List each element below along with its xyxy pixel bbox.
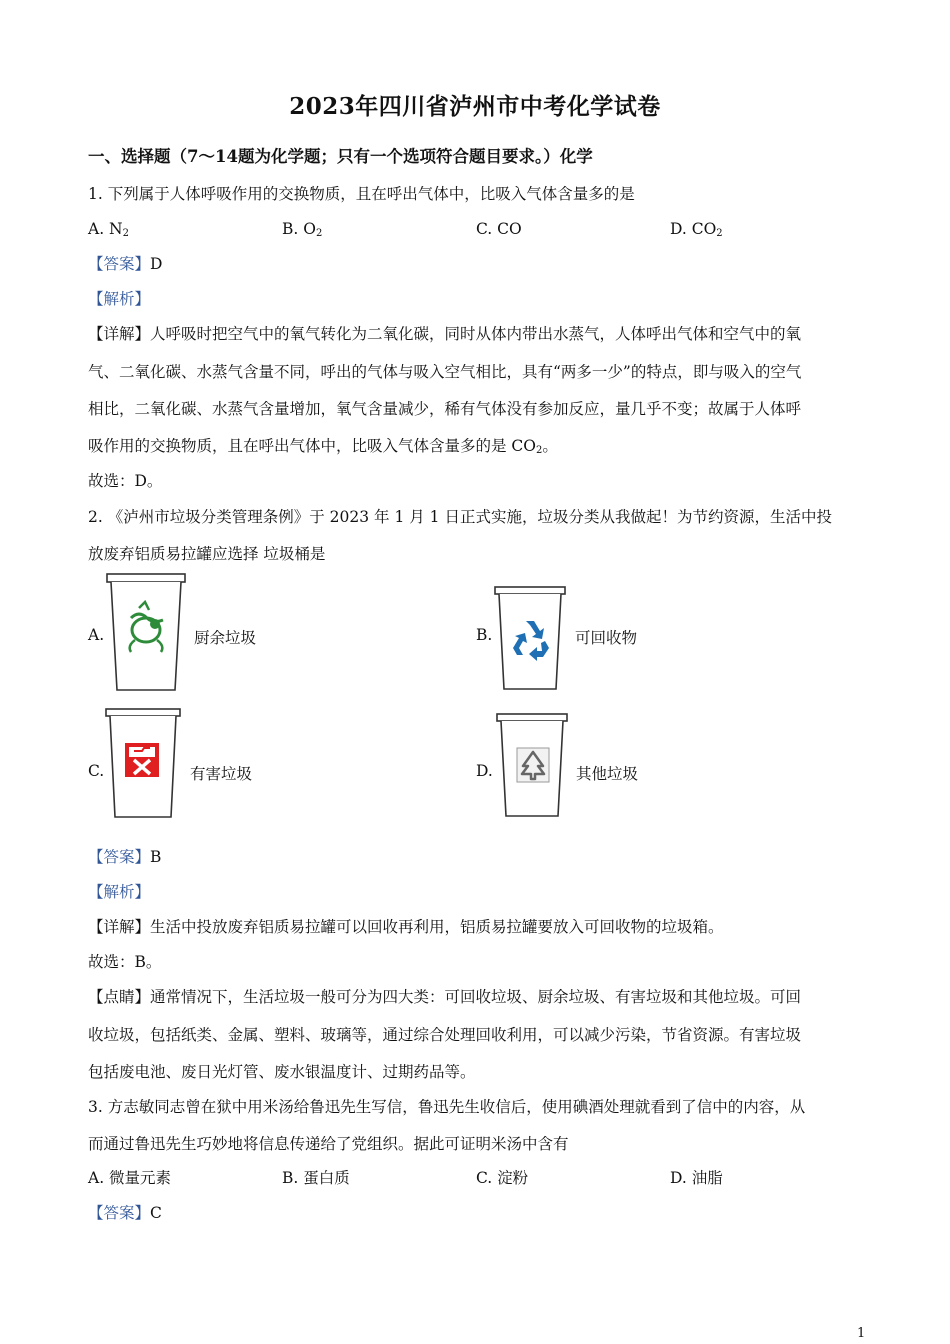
- bin-a-label: 厨余垃圾: [194, 629, 257, 647]
- q3-option-c: C. 淀粉: [476, 1169, 529, 1187]
- bin-b-letter: B.: [476, 626, 493, 644]
- q3-option-b: B. 蛋白质: [282, 1169, 350, 1187]
- q1-detail-line-3: 相比，二氧化碳、水蒸气含量增加，氧气含量减少，稀有气体没有参加反应，量几乎不变；故属于人体呼: [88, 400, 802, 418]
- bin-a-letter: A.: [88, 626, 105, 644]
- q1-detail-line-1: 【详解】人呼吸时把空气中的氧气转化为二氧化碳，同时从体内带出水蒸气，人体呼出气体和空气中的氧: [88, 325, 802, 343]
- bin-c-letter: C.: [88, 762, 105, 780]
- q1-option-a: A. $N_2$: [88, 220, 129, 239]
- q1-detail-line-4: 吸作用的交换物质，且在呼出气体中，比吸入气体含量多的是 $CO_2$。: [88, 437, 558, 456]
- page-title: 2023年四川省泸州市中考化学试卷: [289, 93, 661, 120]
- q1-analysis-tag: 【解析】: [88, 290, 151, 308]
- q1-option-d: D. $CO_2$: [670, 220, 723, 239]
- bin-a: [105, 572, 187, 694]
- bin-c-label: 有害垃圾: [190, 765, 253, 783]
- q2-detail: 【详解】生活中投放废弃铝质易拉罐可以回收再利用，铝质易拉罐要放入可回收物的垃圾箱。: [88, 918, 724, 936]
- q1-option-c: C. CO: [476, 220, 522, 238]
- q1-option-b: B. $O_2$: [282, 220, 323, 239]
- bin-d: [495, 712, 569, 820]
- bin-c: [104, 707, 182, 821]
- bin-d-letter: D.: [476, 762, 493, 780]
- bin-d-label: 其他垃圾: [576, 765, 639, 783]
- page-number: 1: [857, 1326, 866, 1341]
- q2-stem-line-1: 2. 《泸州市垃圾分类管理条例》于 2023 年 1 月 1 日正式实施，垃圾分类从我做起！为节约资源，生活中投: [88, 508, 832, 526]
- section-heading: 一、选择题（7～14题为化学题；只有一个选项符合题目要求。）化学: [88, 147, 593, 166]
- q1-answer: 【答案】D: [88, 255, 163, 273]
- q2-answer: 【答案】B: [88, 848, 162, 866]
- other-waste-icon: [517, 748, 549, 782]
- q3-stem-line-2: 而通过鲁迅先生巧妙地将信息传递给了党组织。据此可证明米汤中含有: [88, 1135, 569, 1153]
- q3-option-d: D. 油脂: [670, 1169, 723, 1187]
- q3-stem-line-1: 3. 方志敏同志曾在狱中用米汤给鲁迅先生写信，鲁迅先生收信后，使用碘酒处理就看到了信中的内容，从: [88, 1098, 806, 1116]
- q2-choose: 故选：B。: [88, 953, 162, 971]
- q2-note-line-3: 包括废电池、废日光灯管、废水银温度计、过期药品等。: [88, 1063, 476, 1081]
- q1-stem: 1. 下列属于人体呼吸作用的交换物质，且在呼出气体中，比吸入气体含量多的是: [88, 185, 635, 203]
- q2-note-line-1: 【点睛】通常情况下，生活垃圾一般可分为四大类：可回收垃圾、厨余垃圾、有害垃圾和其他垃圾。可回: [88, 988, 802, 1006]
- q1-detail-line-2: 气、二氧化碳、水蒸气含量不同，呼出的气体与吸入空气相比，具有“两多一少”的特点，即与吸入的空气: [88, 363, 802, 381]
- hazardous-icon: [125, 743, 159, 777]
- q3-option-a: A. 微量元素: [88, 1169, 172, 1187]
- bin-b-label: 可回收物: [575, 629, 638, 647]
- q1-choose: 故选：D。: [88, 472, 163, 490]
- q2-analysis-tag: 【解析】: [88, 883, 151, 901]
- bin-b: [493, 585, 567, 693]
- q3-answer: 【答案】C: [88, 1204, 162, 1222]
- q2-note-line-2: 收垃圾，包括纸类、金属、塑料、玻璃等，通过综合处理回收利用，可以减少污染，节省资源。有害垃圾: [88, 1026, 802, 1044]
- q2-stem-line-2: 放废弃铝质易拉罐应选择 垃圾桶是: [88, 545, 326, 563]
